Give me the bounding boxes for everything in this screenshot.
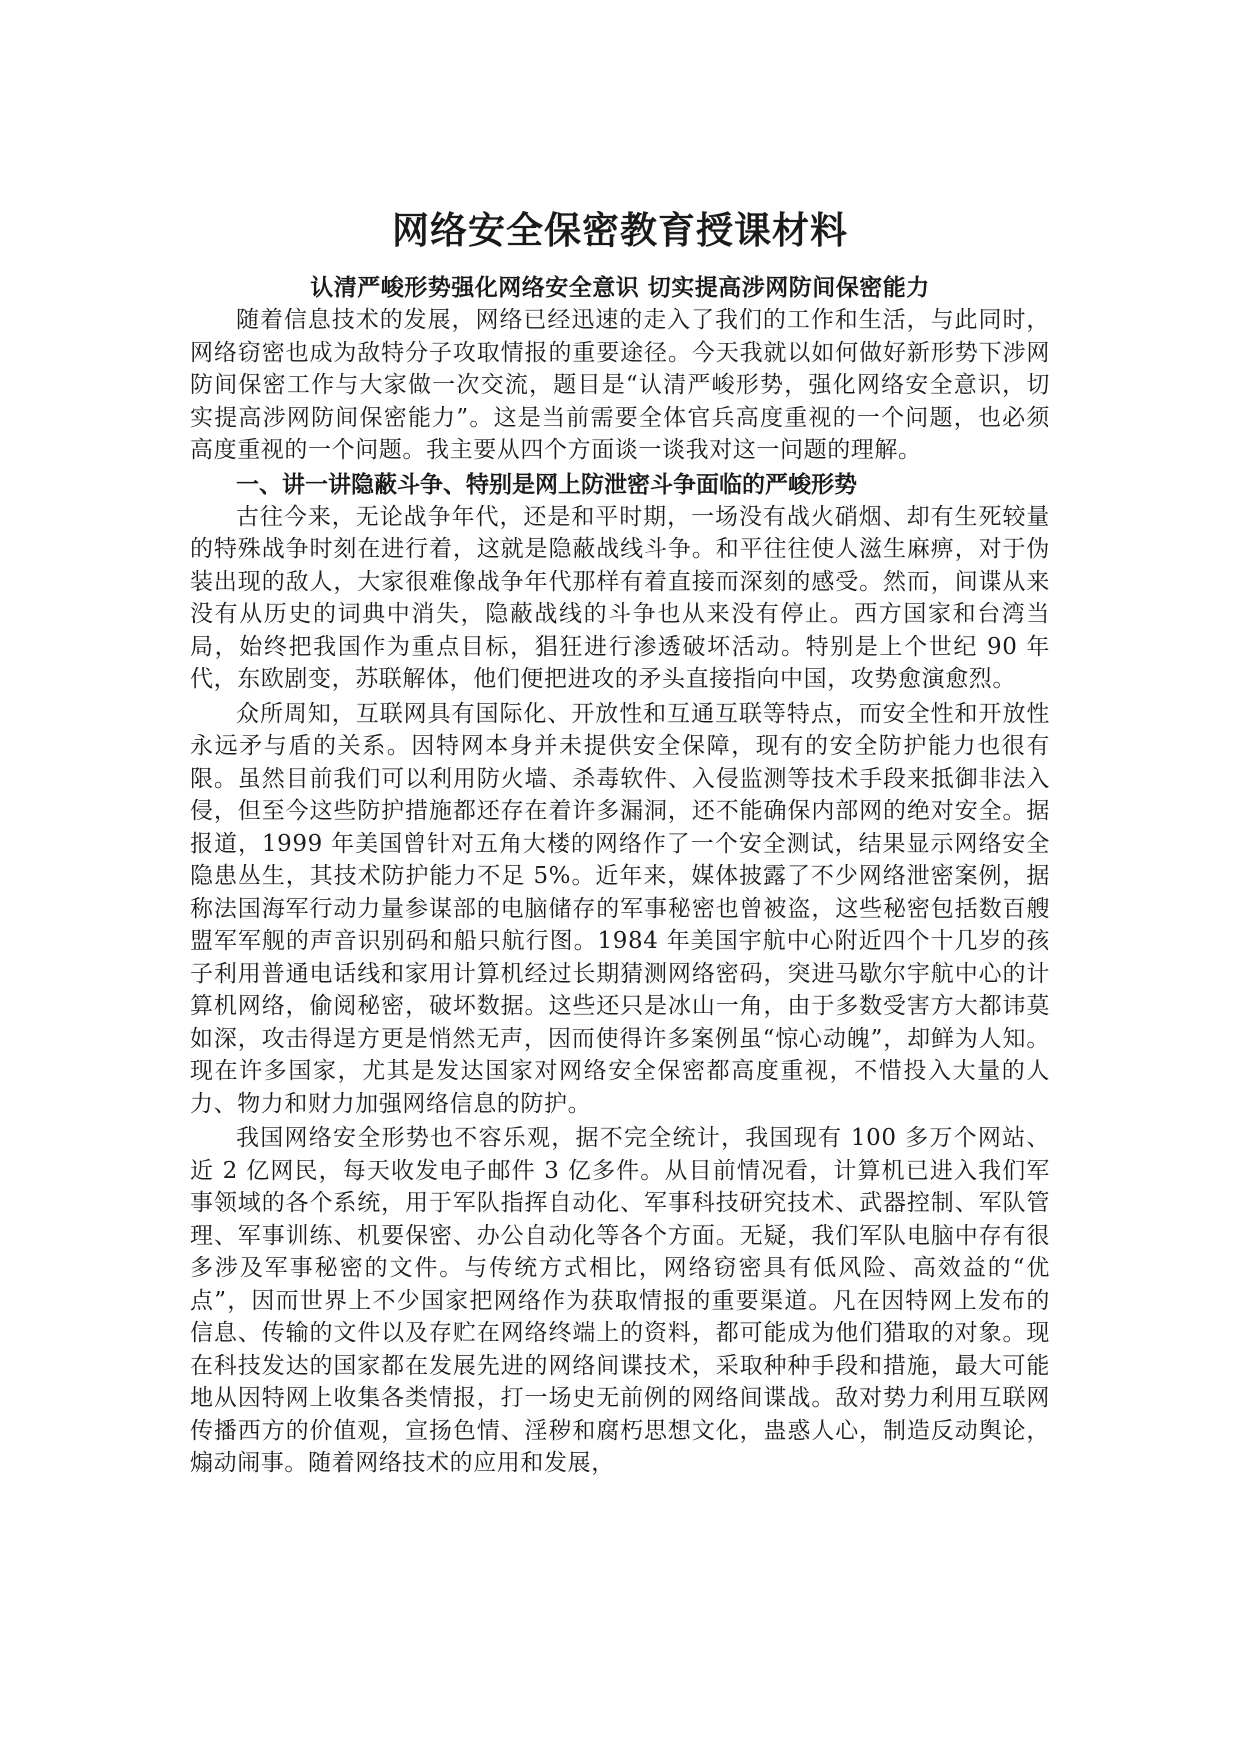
paragraph-3: 我国网络安全形势也不容乐观，据不完全统计，我国现有 100 多万个网站、近 2 亿网民，每天收发电子邮件 3 亿多件。从目前情况看，计算机已进入我们军事领域的各个系统，用于军队指挥自动化、军事科技研究技术、武器控制、军队管理、军事训练、机要保密、办公自动化等各个方面。无疑，我们军队电脑中存有很多涉及军事秘密的文件。与传统方式相比，网络窃密具有低风险、高效益的“优点”，因而世界上不少国家把网络作为获取情报的重要渠道。凡在因特网上发布的信息、传输的文件以及存贮在网络终端上的资料，都可能成为他们猎取的对象。现在科技发达的国家都在发展先进的网络间谍技术，采取种种手段和措施，最大可能地从因特网上收集各类情报，打一场史无前例的网络间谍战。敌对势力利用互联网传播西方的价值观，宣扬色情、淫秽和腐朽思想文化，蛊惑人心，制造反动舆论，煽动闹事。随着网络技术的应用和发展， (190, 1125, 1050, 1476)
paragraph-2: 众所周知，互联网具有国际化、开放性和互通互联等特点，而安全性和开放性永远矛与盾的关系。因特网本身并未提供安全保障，现有的安全防护能力也很有限。虽然目前我们可以利用防火墙、杀毒软件、入侵监测等技术手段来抵御非法入侵，但至今这些防护措施都还存在着许多漏洞，还不能确保内部网的绝对安全。据报道，1999 年美国曾针对五角大楼的网络作了一个安全测试，结果显示网络安全隐患丛生，其技术防护能力不足 5%。近年来，媒体披露了不少网络泄密案例，据称法国海军行动力量参谋部的电脑储存的军事秘密也曾被盗，这些秘密包括数百艘盟军军舰的声音识别码和船只航行图。1984 年美国宇航中心附近四个十几岁的孩子利用普通电话线和家用计算机经过长期猜测网络密码，突进马歇尔宇航中心的计算机网络，偷阅秘密，破坏数据。这些还只是冰山一角，由于多数受害方大都讳莫如深，攻击得逞方更是悄然无声，因而使得许多案例虽“惊心动魄”，却鲜为人知。现在许多国家，尤其是发达国家对网络安全保密都高度重视，不惜投入大量的人力、物力和财力加强网络信息的防护。 (190, 700, 1050, 1117)
section-heading-1: 一、讲一讲隐蔽斗争、特别是网上防泄密斗争面临的严峻形势 (236, 470, 857, 498)
document-subtitle: 认清严峻形势强化网络安全意识 切实提高涉网防间保密能力 (310, 274, 930, 301)
intro-paragraph: 随着信息技术的发展，网络已经迅速的走入了我们的工作和生活，与此同时，网络窃密也成为敌特分子攻取情报的重要途径。今天我就以如何做好新形势下涉网防间保密工作与大家做一次交流，题目是“认清严峻形势，强化网络安全意识，切实提高涉网防间保密能力”。这是当前需要全体官兵高度重视的一个问题，也必须高度重视的一个问题。我主要从四个方面谈一谈我对这一问题的理解。 (190, 307, 1050, 463)
paragraph-1: 古往今来，无论战争年代，还是和平时期，一场没有战火硝烟、却有生死较量的特殊战争时刻在进行着，这就是隐蔽战线斗争。和平往往使人滋生麻痹，对于伪装出现的敌人，大家很难像战争年代那样有着直接而深刻的感受。然而，间谍从来没有从历史的词典中消失，隐蔽战线的斗争也从来没有停止。西方国家和台湾当局，始终把我国作为重点目标，猖狂进行渗透破坏活动。特别是上个世纪 90 年代，东欧剧变，苏联解体，他们便把进攻的矛头直接指向中国，攻势愈演愈烈。 (190, 503, 1050, 692)
document-title: 网络安全保密教育授课材料 (392, 208, 848, 252)
document-body (190, 272, 1050, 1482)
